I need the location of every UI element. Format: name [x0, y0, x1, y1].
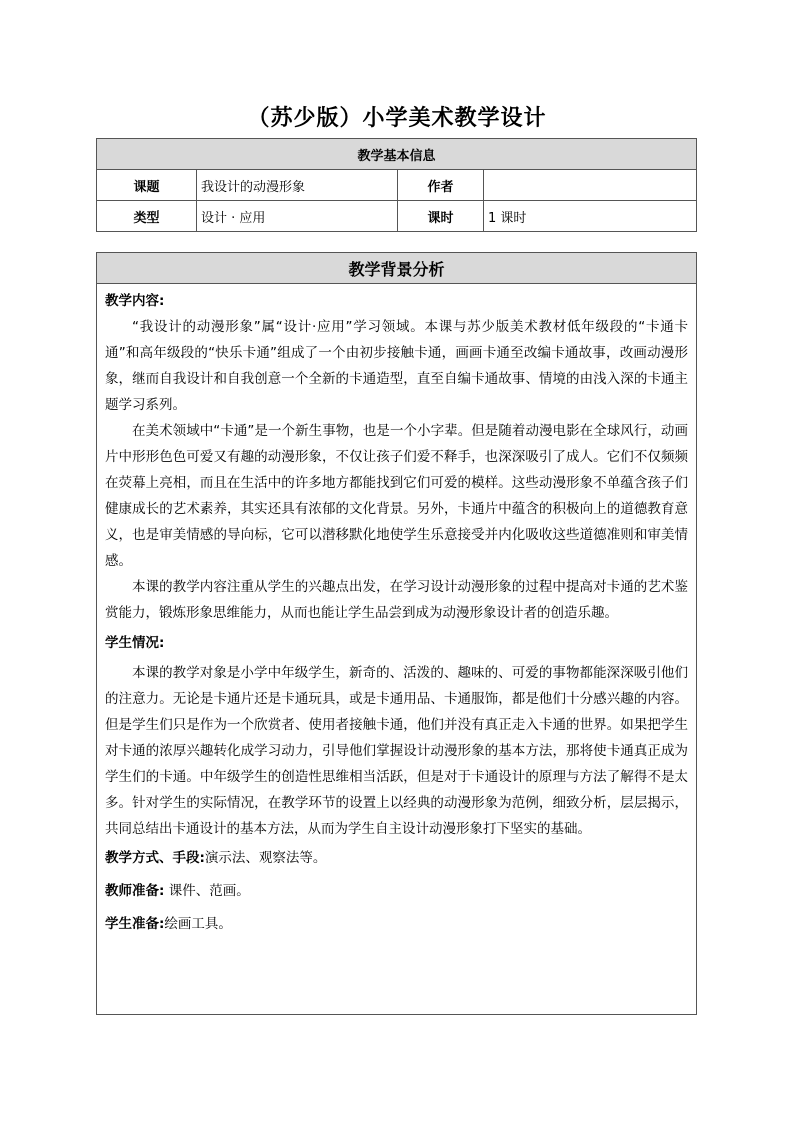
- method-label: 教学方式、手段:: [105, 850, 205, 866]
- teacher-prep-row: [105, 875, 688, 908]
- author-label: 作者: [398, 170, 484, 201]
- background-header: 教学背景分析: [97, 253, 697, 284]
- background-body: [97, 284, 697, 1015]
- student-section-title: 学生情况:: [105, 635, 165, 651]
- topic-value: 我设计的动漫形象: [197, 170, 398, 201]
- student-prep-label: 学生准备:: [105, 916, 165, 932]
- content-section-title: 教学内容:: [105, 293, 165, 309]
- content-paragraph: 在美术领域中“卡通”是一个新生事物，也是一个小字辈。但是随着动漫电影在全球风行，动画片中形形色色可爱又有趣的动漫形象，不仅让孩子们爱不释手，也深深吸引了成人。它们不仅频频在荧幕上亮相，而且在生活中的许多地方都能找到它们可爱的模样。这些动漫形象不单蕴含孩子们健康成长的艺术素养，其实还具有浓郁的文化背景。另外，卡通片中蕴含的积极向上的道德教育意义，也是审美情感的导向标，它可以潜移默化地使学生乐意接受并内化吸收这些道德准则和审美情感。: [105, 423, 688, 569]
- table-row: [97, 201, 697, 232]
- topic-label: 课题: [97, 170, 197, 201]
- student-prep-row: [105, 908, 688, 941]
- student-prep-value: 绘画工具。: [164, 916, 232, 932]
- basic-info-table: [96, 138, 697, 232]
- type-label: 类型: [97, 201, 197, 232]
- background-analysis-table: [96, 252, 697, 1015]
- content-paragraph: “我设计的动漫形象”属“设计·应用”学习领域。本课与苏少版美术教材低年级段的“卡通卡通”和高年级段的“快乐卡通”组成了一个由初步接触卡通，画画卡通至改编卡通故事，改画动漫形象，继而自我设计和自我创意一个全新的卡通造型，直至自编卡通故事、情境的由浅入深的卡通主题学习系列。: [105, 319, 688, 413]
- method-value: 演示法、观察法等。: [204, 850, 327, 866]
- period-label: 课时: [398, 201, 484, 232]
- teacher-prep-label: 教师准备:: [105, 883, 165, 899]
- period-value: 1 课时: [484, 201, 697, 232]
- type-value: 设计 · 应用: [197, 201, 398, 232]
- method-row: [105, 842, 688, 875]
- author-value: [484, 170, 697, 201]
- document-title: （苏少版）小学美术教学设计: [247, 106, 547, 131]
- student-paragraph: 本课的教学对象是小学中年级学生，新奇的、活泼的、趣味的、可爱的事物都能深深吸引他们的注意力。无论是卡通片还是卡通玩具，或是卡通用品、卡通服饰，都是他们十分感兴趣的内容。但是学生们只是作为一个欣赏者、使用者接触卡通，他们并没有真正走入卡通的世界。如果把学生对卡通的浓厚兴趣转化成学习动力，引导他们掌握设计动漫形象的基本方法，那将使卡通真正成为学生们的卡通。中年级学生的创造性思维相当活跃，但是对于卡通设计的原理与方法了解得不是太多。针对学生的实际情况，在教学环节的设置上以经典的动漫形象为范例，细致分析，层层揭示，共同总结出卡通设计的基本方法，从而为学生自主设计动漫形象打下坚实的基础。: [105, 665, 688, 837]
- teacher-prep-value: 课件、范画。: [164, 883, 250, 899]
- basic-info-header: 教学基本信息: [97, 139, 697, 170]
- content-paragraph: 本课的教学内容注重从学生的兴趣点出发，在学习设计动漫形象的过程中提高对卡通的艺术鉴赏能力，锻炼形象思维能力，从而也能让学生品尝到成为动漫形象设计者的创造乐趣。: [105, 579, 688, 621]
- table-row: [97, 170, 697, 201]
